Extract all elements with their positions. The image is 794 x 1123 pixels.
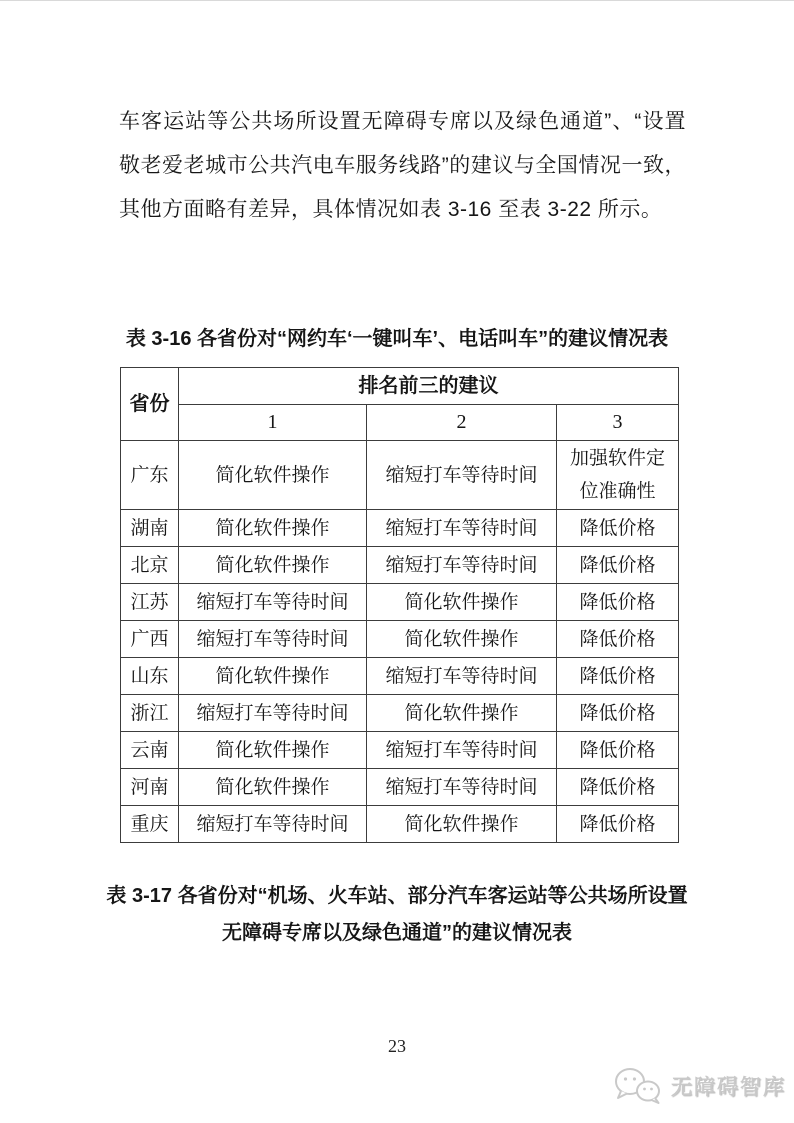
suggestion-cell: 简化软件操作 (179, 658, 367, 695)
table-body (121, 441, 679, 843)
table-row (121, 732, 679, 769)
table-row (121, 658, 679, 695)
table-row (121, 510, 679, 547)
body-paragraph (119, 100, 686, 232)
province-cell: 云南 (121, 732, 179, 769)
table-row (121, 806, 679, 843)
table-3-17-caption (0, 878, 794, 952)
suggestion-cell: 简化软件操作 (179, 769, 367, 806)
suggestion-cell: 降低价格 (557, 584, 679, 621)
suggestion-cell: 简化软件操作 (179, 441, 367, 510)
suggestion-cell: 简化软件操作 (367, 584, 557, 621)
watermark-label: 无障碍智库 (671, 1076, 786, 1099)
province-cell: 广西 (121, 621, 179, 658)
suggestion-cell: 简化软件操作 (367, 621, 557, 658)
suggestion-cell: 缩短打车等待时间 (367, 441, 557, 510)
rank-1-header-cell: 1 (179, 405, 367, 441)
suggestion-cell: 简化软件操作 (367, 806, 557, 843)
suggestion-cell: 缩短打车等待时间 (179, 621, 367, 658)
suggestion-cell: 降低价格 (557, 547, 679, 584)
group-header-cell: 排名前三的建议 (179, 368, 679, 405)
rank-3-header-cell: 3 (557, 405, 679, 441)
suggestion-cell: 简化软件操作 (179, 547, 367, 584)
suggestion-cell: 降低价格 (557, 806, 679, 843)
suggestion-cell: 降低价格 (557, 769, 679, 806)
table-3-16-title: 表 3-16 各省份对“网约车‘一键叫车’、电话叫车”的建议情况表 (125, 328, 669, 350)
province-cell: 湖南 (121, 510, 179, 547)
suggestion-cell: 降低价格 (557, 695, 679, 732)
caption-line: 无障碍专席以及绿色通道”的建议情况表 (222, 922, 572, 944)
caption-line: 表 3-17 各省份对“机场、火车站、部分汽车客运站等公共场所设置 (106, 885, 688, 907)
suggestion-cell: 简化软件操作 (179, 510, 367, 547)
province-cell: 山东 (121, 658, 179, 695)
suggestion-cell: 缩短打车等待时间 (367, 658, 557, 695)
province-cell: 浙江 (121, 695, 179, 732)
table-3-16 (120, 367, 679, 843)
suggestion-cell: 缩短打车等待时间 (367, 547, 557, 584)
suggestion-cell: 降低价格 (557, 658, 679, 695)
suggestion-cell: 缩短打车等待时间 (367, 769, 557, 806)
table-row (121, 584, 679, 621)
rank-2-header-cell: 2 (367, 405, 557, 441)
suggestion-cell: 缩短打车等待时间 (179, 806, 367, 843)
paragraph-line: 敬老爱老城市公共汽电车服务线路”的建议与全国情况一致， (119, 154, 686, 177)
province-cell: 北京 (121, 547, 179, 584)
table-row (121, 547, 679, 584)
table-row (121, 695, 679, 732)
page-top-rule (0, 0, 794, 1)
table-row (121, 441, 679, 510)
suggestion-cell: 简化软件操作 (179, 732, 367, 769)
suggestion-cell: 降低价格 (557, 510, 679, 547)
suggestion-cell: 缩短打车等待时间 (367, 732, 557, 769)
suggestion-cell: 缩短打车等待时间 (367, 510, 557, 547)
province-cell: 广东 (121, 441, 179, 510)
suggestion-cell: 缩短打车等待时间 (179, 695, 367, 732)
suggestion-cell: 简化软件操作 (367, 695, 557, 732)
chat-bubbles-icon (611, 1066, 663, 1106)
paragraph-line: 车客运站等公共场所设置无障碍专席以及绿色通道”、“设置 (119, 110, 686, 133)
table-subheader-row (121, 405, 679, 441)
suggestion-cell: 降低价格 (557, 732, 679, 769)
province-cell: 河南 (121, 769, 179, 806)
province-cell: 重庆 (121, 806, 179, 843)
watermark (611, 1066, 786, 1106)
suggestion-cell: 降低价格 (557, 621, 679, 658)
table-row (121, 621, 679, 658)
suggestion-cell: 缩短打车等待时间 (179, 584, 367, 621)
page-number: 23 (388, 1036, 406, 1056)
province-cell: 江苏 (121, 584, 179, 621)
table-header-row (121, 368, 679, 405)
paragraph-line: 其他方面略有差异，具体情况如表 3-16 至表 3-22 所示。 (119, 198, 663, 221)
province-header-cell: 省份 (121, 368, 179, 441)
table-row (121, 769, 679, 806)
suggestion-cell: 加强软件定位准确性 (557, 441, 679, 510)
